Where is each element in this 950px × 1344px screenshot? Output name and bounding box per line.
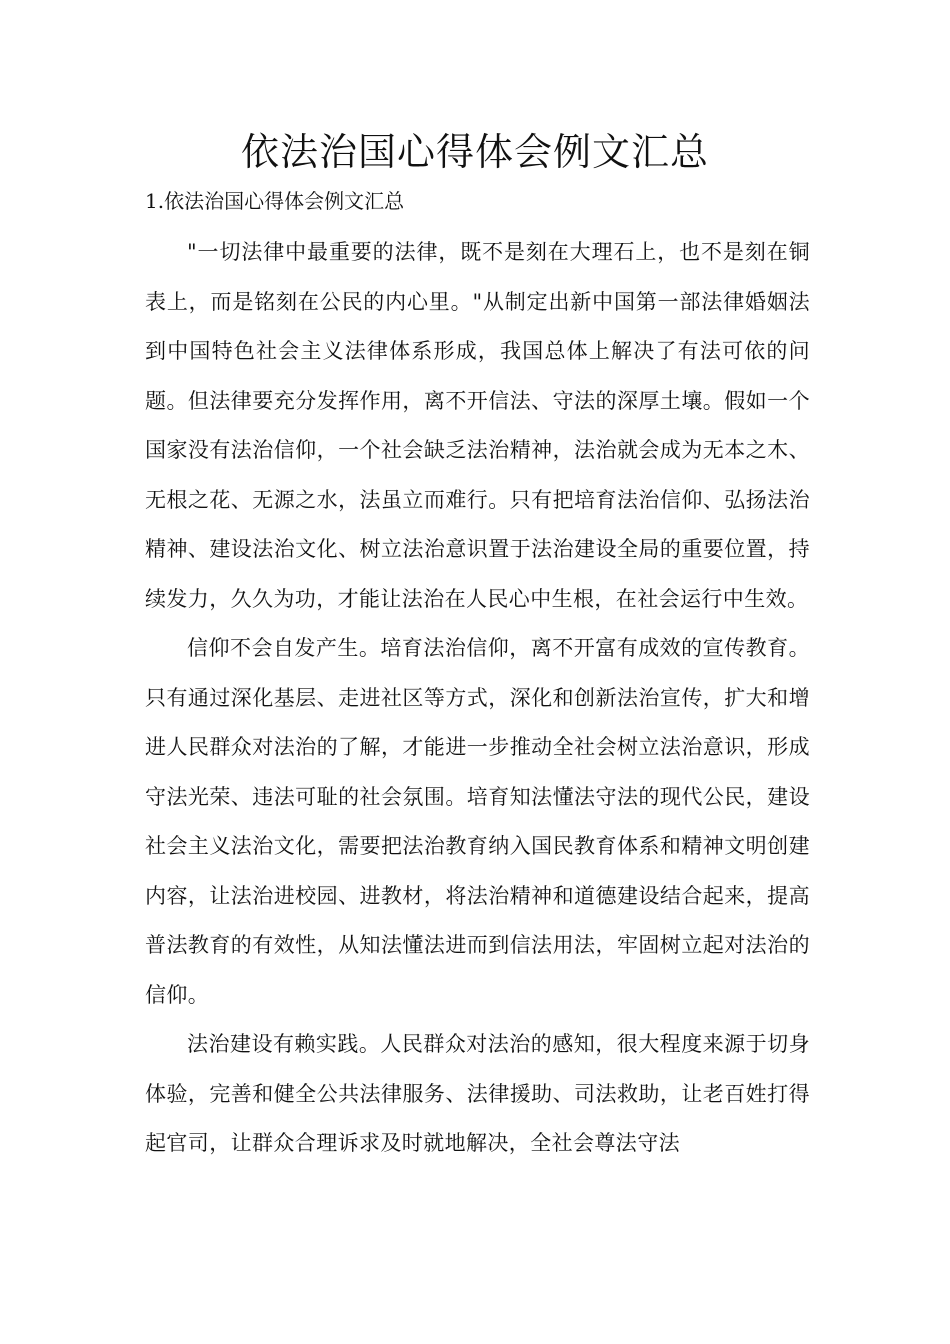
paragraph-1: "一切法律中最重要的法律，既不是刻在大理石上，也不是刻在铜表上，而是铭刻在公民的内心里。"从制定出新中国第一部法律婚姻法到中国特色社会主义法律体系形成，我国总体上解决了有法可依的问题。但法律要充分发挥作用，离不开信法、守法的深厚土壤。假如一个国家没有法治信仰，一个社会缺乏法治精神，法治就会成为无本之木、无根之花、无源之水，法虽立而难行。只有把培育法治信仰、弘扬法治精神、建设法治文化、树立法治意识置于法治建设全局的重要位置，持续发力，久久为功，才能让法治在人民心中生根，在社会运行中生效。 xyxy=(145,240,810,611)
paragraph-2: 信仰不会自发产生。培育法治信仰，离不开富有成效的宣传教育。只有通过深化基层、走进社区等方式，深化和创新法治宣传，扩大和增进人民群众对法治的了解，才能进一步推动全社会树立法治意识，形成守法光荣、违法可耻的社会氛围。培育知法懂法守法的现代公民，建设社会主义法治文化，需要把法治教育纳入国民教育体系和精神文明创建内容，让法治进校园、进教材，将法治精神和道德建设结合起来，提高普法教育的有效性，从知法懂法进而到信法用法，牢固树立起对法治的信仰。 xyxy=(145,636,810,1007)
section-heading: 1.依法治国心得体会例文汇总 xyxy=(145,189,405,213)
paragraph-3: 法治建设有赖实践。人民群众对法治的感知，很大程度来源于切身体验，完善和健全公共法律服务、法律援助、司法救助，让老百姓打得起官司，让群众合理诉求及时就地解决，全社会尊法守法 xyxy=(145,1032,810,1155)
document-title: 依法治国心得体会例文汇总 xyxy=(240,130,709,174)
document-body xyxy=(145,228,810,1169)
